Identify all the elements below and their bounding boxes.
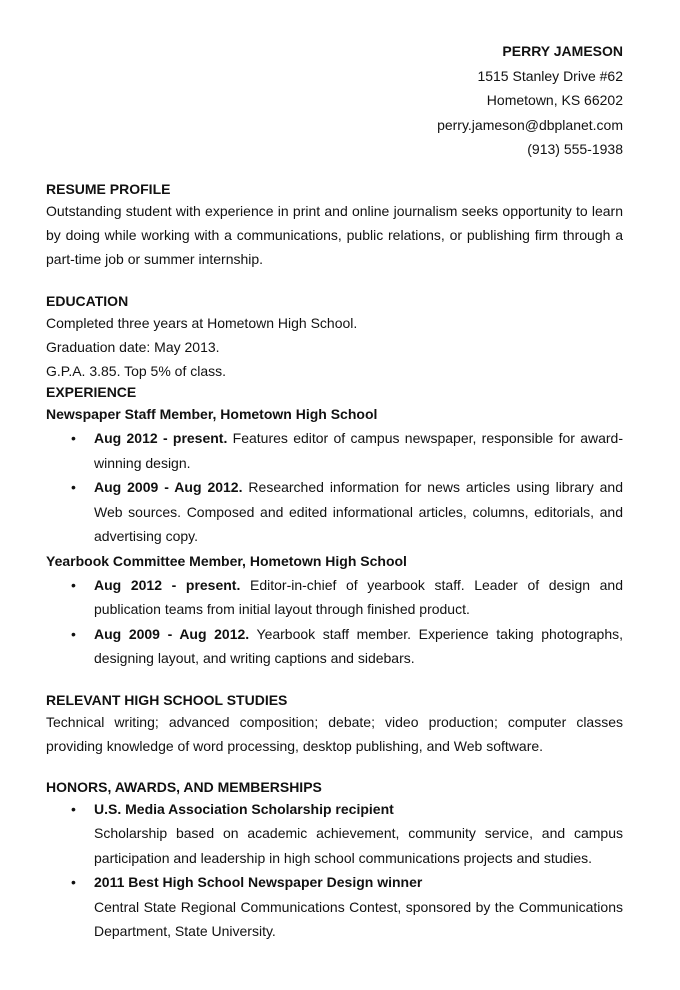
- honor-description: Scholarship based on academic achievement, community service, and campus participation and leadership in high school communications projects and studies.: [94, 825, 623, 866]
- profile-section: [46, 180, 623, 271]
- job-description: Researched information for news articles using library and Web sources. Composed and edited informational articles, columns, editorials, and advertising copy.: [94, 479, 623, 544]
- experience-heading: EXPERIENCE: [46, 384, 137, 400]
- honors-list: [46, 797, 623, 944]
- honor-item: [46, 870, 623, 944]
- job-item: [46, 475, 623, 549]
- education-section: [46, 292, 623, 383]
- bullet-icon: •: [71, 479, 76, 495]
- bullet-icon: •: [71, 874, 76, 890]
- city-state-zip: Hometown, KS 66202: [486, 92, 623, 108]
- job-dates: Aug 2012 - present.: [94, 430, 228, 446]
- bullet-icon: •: [71, 576, 76, 593]
- job-title: Yearbook Committee Member, Hometown High School: [46, 552, 407, 569]
- honors-heading: HONORS, AWARDS, AND MEMBERSHIPS: [46, 778, 322, 795]
- job-description: Editor-in-chief of yearbook staff. Leader of design and publication teams from initial layout through finished product.: [94, 576, 623, 617]
- honors-section: [46, 778, 623, 944]
- job-list: [46, 573, 623, 671]
- experience-section: [46, 383, 623, 671]
- job-item: [46, 426, 623, 475]
- profile-text: Outstanding student with experience in print and online journalism seeks opportunity to learn by doing while working with a communications, public relations, or publishing firm through a part-time job or summer internship.: [46, 203, 623, 267]
- profile-heading: RESUME PROFILE: [46, 181, 171, 197]
- contact-header: [437, 39, 623, 162]
- job-dates: Aug 2009 - Aug 2012.: [94, 479, 243, 495]
- bullet-icon: •: [71, 625, 76, 642]
- education-line: G.P.A. 3.85. Top 5% of class.: [46, 363, 227, 379]
- honor-title: 2011 Best High School Newspaper Design winner: [94, 874, 423, 890]
- job-item: [46, 573, 623, 622]
- studies-section: [46, 691, 623, 758]
- bullet-icon: •: [71, 800, 76, 817]
- honor-item: [46, 797, 623, 871]
- honor-title: U.S. Media Association Scholarship recipient: [94, 800, 394, 817]
- job-list: [46, 426, 623, 549]
- resume-body: [46, 180, 623, 944]
- education-heading: EDUCATION: [46, 293, 129, 309]
- street-address: 1515 Stanley Drive #62: [477, 67, 623, 84]
- education-line: Graduation date: May 2013.: [46, 339, 220, 355]
- job-dates: Aug 2012 - present.: [94, 576, 241, 593]
- email-address: perry.jameson@dbplanet.com: [437, 116, 623, 133]
- job-description: Yearbook staff member. Experience taking photographs, designing layout, and writing captions and sidebars.: [94, 625, 623, 666]
- job-item: [46, 622, 623, 671]
- job-title: Newspaper Staff Member, Hometown High School: [46, 406, 378, 422]
- education-line: Completed three years at Hometown High School.: [46, 315, 358, 331]
- applicant-name: PERRY JAMESON: [502, 43, 623, 59]
- bullet-icon: •: [71, 430, 76, 446]
- phone-number: (913) 555-1938: [527, 141, 623, 157]
- honor-description: Central State Regional Communications Contest, sponsored by the Communications Department, State University.: [94, 898, 623, 939]
- studies-heading: RELEVANT HIGH SCHOOL STUDIES: [46, 691, 288, 708]
- studies-text: Technical writing; advanced composition; debate; video production; computer classes providing knowledge of word processing, desktop publishing, and Web software.: [46, 713, 623, 754]
- job-description: Features editor of campus newspaper, responsible for award-winning design.: [94, 430, 623, 471]
- job-dates: Aug 2009 - Aug 2012.: [94, 625, 250, 642]
